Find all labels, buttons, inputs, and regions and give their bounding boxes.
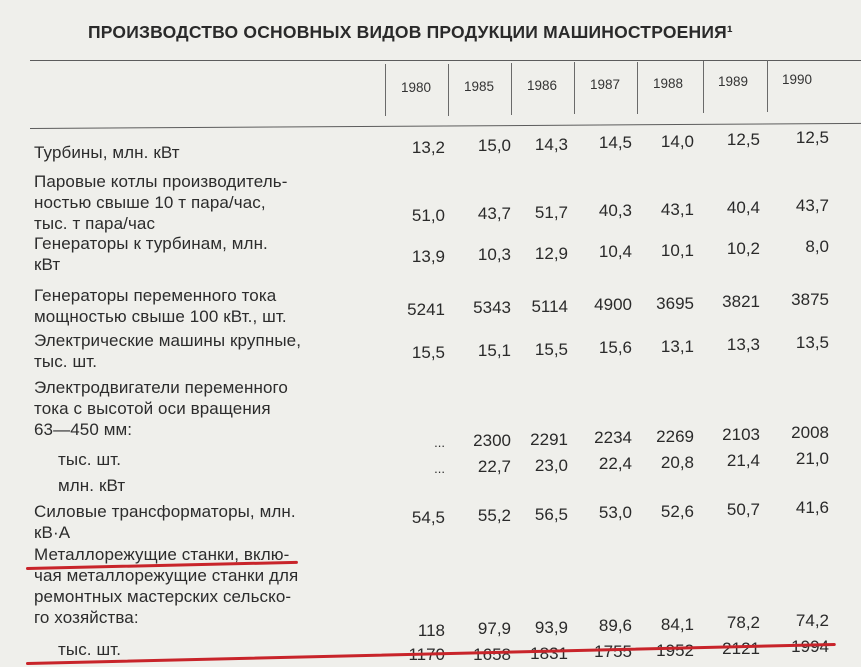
data-cell: 2103 <box>722 425 760 444</box>
data-cell: 3875 <box>791 290 829 310</box>
year-header: 1990 <box>781 72 813 87</box>
row-label: Электрические машины крупные, <box>34 331 302 350</box>
row-label: кВт <box>34 255 61 274</box>
data-cell: 55,2 <box>477 506 511 526</box>
data-cell: 14,5 <box>598 133 632 153</box>
year-header: 1987 <box>589 77 621 92</box>
data-cell: 13,5 <box>795 333 829 353</box>
row-label: чая металлорежущие станки для <box>34 566 299 585</box>
header-bottom-rule <box>30 123 861 129</box>
data-cell: 8,0 <box>805 237 829 257</box>
data-cell: 1755 <box>594 642 632 662</box>
row-label: ремонтных мастерских сельско- <box>34 587 292 606</box>
data-cell: 84,1 <box>660 614 694 634</box>
data-cell: 12,5 <box>726 130 760 149</box>
row-label: млн. кВт <box>58 476 126 495</box>
data-cell: 4900 <box>594 295 632 315</box>
data-cell: ... <box>434 461 445 476</box>
data-cell: 56,5 <box>534 504 568 524</box>
data-cell: 53,0 <box>598 503 632 523</box>
data-cell: 43,7 <box>795 196 829 216</box>
data-cell: 2234 <box>594 428 632 448</box>
data-cell: 52,6 <box>660 501 694 521</box>
row-label: го хозяйства: <box>34 608 139 627</box>
data-cell: 13,9 <box>411 247 445 266</box>
data-cell: 1994 <box>791 637 829 657</box>
year-header: 1985 <box>463 79 495 94</box>
data-cell: 2121 <box>722 639 760 658</box>
data-cell: 12,9 <box>534 243 568 263</box>
data-cell: 13,2 <box>411 138 445 157</box>
data-cell: 14,3 <box>534 134 568 154</box>
year-header: 1986 <box>526 78 558 93</box>
row-label: тыс. шт. <box>58 640 122 659</box>
data-cell: 93,9 <box>534 617 568 637</box>
data-cell: 43,1 <box>660 199 694 219</box>
data-cell: 74,2 <box>795 611 829 631</box>
data-cell: 5114 <box>531 296 568 316</box>
data-cell: 10,1 <box>660 240 694 260</box>
data-cell: 1952 <box>656 640 694 660</box>
data-cell: 97,9 <box>477 619 511 639</box>
data-cell: 22,4 <box>598 454 632 474</box>
data-cell: 15,0 <box>477 136 511 156</box>
data-cell: 50,7 <box>726 500 760 519</box>
year-header: 1989 <box>717 74 749 89</box>
row-label: ностью свыше 10 т пара/час, <box>34 193 266 212</box>
data-cell: 2300 <box>473 431 511 451</box>
row-label: Генераторы переменного тока <box>34 286 277 305</box>
table-title: ПРОИЗВОДСТВО ОСНОВНЫХ ВИДОВ ПРОДУКЦИИ МАШИНОСТРОЕНИЯ¹ <box>88 22 733 42</box>
data-cell: 22,7 <box>477 457 511 477</box>
row-label: Электродвигатели переменного <box>34 378 288 397</box>
data-cell: 2269 <box>656 426 694 446</box>
row-label: 63—450 мм: <box>34 420 133 439</box>
data-cell: 51,7 <box>534 202 568 222</box>
data-cell: 1658 <box>473 645 511 664</box>
data-cell: 15,1 <box>477 341 511 361</box>
data-cell: 21,4 <box>726 451 760 470</box>
data-cell: 2291 <box>530 429 568 449</box>
row-label: тыс. шт. <box>58 450 122 469</box>
data-cell: 54,5 <box>411 508 445 527</box>
data-cell: 13,3 <box>726 335 760 354</box>
data-cell: 12,5 <box>795 128 829 148</box>
data-cell: 3821 <box>722 292 760 311</box>
row-label: тока с высотой оси вращения <box>34 399 271 418</box>
data-cell: 5241 <box>407 300 445 319</box>
row-label: кВ·А <box>34 523 71 542</box>
data-cell: 40,3 <box>598 201 632 221</box>
data-cell: 89,6 <box>598 616 632 636</box>
data-cell: 15,6 <box>598 338 632 358</box>
data-cell: 14,0 <box>660 131 694 151</box>
row-label: Турбины, млн. кВт <box>34 143 180 162</box>
data-cell: 10,2 <box>726 239 760 258</box>
row-label: мощностью свыше 100 кВт., шт. <box>34 307 287 326</box>
data-cell: 13,1 <box>660 336 694 356</box>
data-cell: 41,6 <box>795 498 829 518</box>
data-cell: 2008 <box>791 423 829 443</box>
row-label: Паровые котлы производитель- <box>34 172 288 191</box>
data-cell: 118 <box>417 621 445 640</box>
data-cell: 51,0 <box>411 206 445 225</box>
data-cell: 15,5 <box>411 343 445 362</box>
data-cell: 10,3 <box>477 245 511 265</box>
row-label: тыс. т пара/час <box>34 214 156 233</box>
row-label: тыс. шт. <box>34 352 98 371</box>
data-cell: 5343 <box>473 298 511 318</box>
data-cell: 1831 <box>530 643 568 663</box>
data-cell: 43,7 <box>477 204 511 224</box>
data-cell: 10,4 <box>598 242 632 262</box>
year-header: 1988 <box>652 76 684 91</box>
row-label: Силовые трансформаторы, млн. <box>34 502 296 521</box>
data-cell: ... <box>434 435 445 450</box>
year-header: 1980 <box>400 80 432 95</box>
row-label: Генераторы к турбинам, млн. <box>34 234 268 253</box>
data-cell: 3695 <box>656 293 694 313</box>
data-cell: 40,4 <box>726 198 760 217</box>
data-cell: 20,8 <box>660 452 694 472</box>
data-cell: 15,5 <box>534 339 568 359</box>
data-cell: 78,2 <box>726 613 760 632</box>
data-cell: 23,0 <box>534 455 568 475</box>
row-label: Металлорежущие станки, вклю- <box>34 545 290 564</box>
data-cell: 21,0 <box>795 449 829 469</box>
header-top-rule <box>30 60 861 61</box>
